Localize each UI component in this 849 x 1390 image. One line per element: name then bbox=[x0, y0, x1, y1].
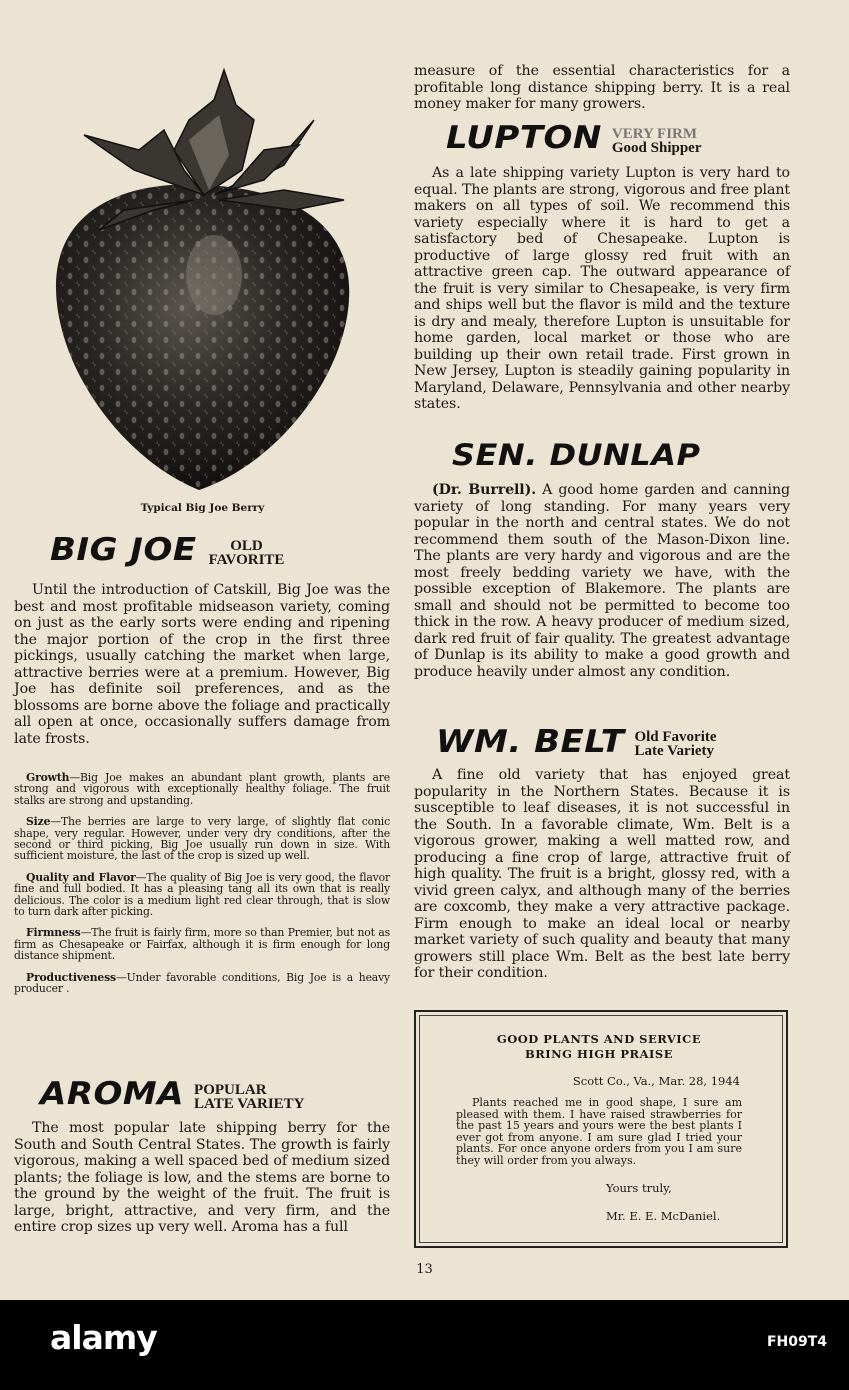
growth-text: —Big Joe makes an abundant plant growth, plants are strong and vigorous with exceptionally healthy foliage. The fruit stalks are strong and upstanding. bbox=[14, 771, 390, 807]
aroma-subtitle bbox=[194, 1083, 304, 1111]
belt-heading bbox=[436, 722, 717, 762]
testimonial-inner bbox=[419, 1015, 783, 1243]
belt-sub2: Late Variety bbox=[634, 743, 715, 759]
lupton-title: LUPTON bbox=[446, 119, 602, 157]
quality-paragraph bbox=[14, 872, 390, 918]
lupton-heading bbox=[446, 118, 702, 158]
productiveness-label: Productiveness bbox=[26, 970, 116, 984]
dunlap-heading bbox=[452, 436, 700, 474]
size-text: —The berries are large to very large, of slightly flat conic shape, very regular. However, under very dry conditions, after the second or third picking, Big Joe usually run down in size. With sufficient moisture, the last of the crop is sized up well. bbox=[14, 815, 390, 863]
aroma-continued-text: measure of the essential characteristics for a profitable long distance shipping berry. It is a real money maker for many growers. bbox=[414, 63, 790, 112]
productiveness-text: —Under favorable conditions, Big Joe is a heavy producer . bbox=[14, 970, 390, 996]
testimonial-signature: Mr. E. E. McDaniel. bbox=[606, 1208, 721, 1223]
firmness-text: —The fruit is fairly firm, more so than Premier, but not as firm as Chesapeake or Fairfax, although it is firm enough for long distance shipment. bbox=[14, 926, 390, 963]
aroma-sub2: LATE VARIETY bbox=[194, 1096, 305, 1112]
firmness-label: Firmness bbox=[26, 926, 81, 940]
belt-title: WM. BELT bbox=[436, 723, 625, 761]
aroma-sub1: POPULAR bbox=[194, 1082, 267, 1098]
lupton-sub1: VERY FIRM bbox=[611, 126, 698, 142]
testimonial-date: Scott Co., Va., Mar. 28, 1944 bbox=[572, 1074, 740, 1088]
strawberry-illustration bbox=[14, 60, 391, 500]
aroma-title: AROMA bbox=[40, 1075, 185, 1113]
lupton-sub2: Good Shipper bbox=[611, 140, 702, 156]
aroma-heading bbox=[40, 1074, 305, 1114]
big-joe-details bbox=[14, 772, 390, 995]
big-joe-heading bbox=[50, 530, 284, 570]
dunlap-lead: (Dr. Burrell). bbox=[432, 482, 537, 498]
aroma-text: The most popular late shipping berry for the South and South Central States. The growth is fairly vigorous, making a well spaced bed of medium sized plants; the foliage is low, and the stems are borne to the ground by the weight of the fruit. The fruit is large, bright, attractive, and very firm, and the entire crop sizes up very well. Aroma has a full bbox=[14, 1120, 390, 1235]
belt-subtitle bbox=[634, 730, 716, 758]
big-joe-title: BIG JOE bbox=[50, 531, 197, 569]
big-joe-sub1: OLD bbox=[230, 538, 263, 554]
testimonial-title-line1: GOOD PLANTS AND SERVICE bbox=[496, 1032, 702, 1046]
dunlap-body: A good home garden and canning variety of long standing. For many years very popular in the north and central states. We do not recommend them south of the Mason-Dixon line. The plants are very hardy and vigorous and are the most freely bedding variety we have, with the possible exception of Blakemore. The plants are small and should not be permitted to become too thick in the row. A heavy producer of medium sized, dark red fruit of fair quality. The greatest advantage of Dunlap is its ability to make a good growth and produce heavily under almost any condition. bbox=[414, 482, 790, 680]
productiveness-paragraph bbox=[14, 972, 390, 995]
belt-text: A fine old variety that has enjoyed great popularity in the Northern States. Because it is susceptible to leaf diseases, it is not successful in the South. In a favorable climate, Wm. Belt is a vigorous grower, making a well matted row, and producing a fine crop of large, attractive fruit of high quality. The fruit is a bright, glossy red, with a vivid green calyx, and although many of the berries are coxcomb, they make a very attractive package. Firm enough to make an ideal local or nearby market variety of such quality and beauty that many growers still place Wm. Belt as the best late berry for their condition. bbox=[414, 767, 790, 981]
big-joe-sub2: FAVORITE bbox=[208, 552, 285, 568]
testimonial-closing: Yours truly, bbox=[606, 1180, 672, 1195]
firmness-paragraph bbox=[14, 927, 390, 961]
big-joe-subtitle bbox=[209, 539, 285, 567]
size-label: Size bbox=[26, 815, 51, 829]
stock-image-id: FH09T4 bbox=[766, 1334, 827, 1350]
testimonial-box bbox=[414, 1010, 788, 1248]
testimonial-body: Plants reached me in good shape, I sure am pleased with them. I have raised strawberries for the past 15 years and yours were the best plants I ever got from anyone. I am sure glad I tried your plants. For once anyone orders from you I am sure they will order from you always. bbox=[456, 1096, 742, 1167]
image-caption: Typical Big Joe Berry bbox=[140, 502, 265, 514]
quality-text: —The quality of Big Joe is very good, the flavor fine and full bodied. It has a pleasing tang all its own that is really delicious. The color is a medium light red clear through, that is slow to turn dark after picking. bbox=[14, 870, 390, 919]
lupton-subtitle bbox=[612, 127, 702, 155]
size-paragraph bbox=[14, 816, 390, 862]
brand-logo: alamy bbox=[50, 1318, 157, 1357]
lupton-text: As a late shipping variety Lupton is very hard to equal. The plants are strong, vigorous and free plant makers on all types of soil. We recommend this variety especially where it is hard to get a satisfactory bed of Chesapeake. Lupton is productive of large glossy red fruit with an attractive green cap. The outward appearance of the fruit is very similar to Chesapeake, is very firm and ships well but the flavor is mild and the texture is dry and mealy, therefore Lupton is unsuitable for home garden, local market or those who are building up their own retail trade. First grown in New Jersey, Lupton is steadily gaining popularity in Maryland, Delaware, Pennsylvania and other nearby states. bbox=[414, 165, 790, 412]
dunlap-text bbox=[414, 482, 790, 680]
big-joe-intro: Until the introduction of Catskill, Big Joe was the best and most profitable midseason variety, coming on just as the early sorts were ending and ripening the major portion of the crop in the first three pickings, usually catching the market when large, attractive berries were at a premium. However, Big Joe has definite soil preferences, and as the blossoms are borne above the foliage and practically all open at once, occasionally suffers damage from late frosts. bbox=[14, 582, 390, 747]
belt-sub1: Old Favorite bbox=[634, 729, 717, 745]
growth-label: Growth bbox=[26, 771, 70, 784]
testimonial-title-line2: BRING HIGH PRAISE bbox=[524, 1047, 673, 1061]
growth-paragraph bbox=[14, 772, 390, 806]
quality-label: Quality and Flavor bbox=[26, 870, 136, 884]
dunlap-title: SEN. DUNLAP bbox=[452, 437, 701, 473]
page-number: 13 bbox=[416, 1262, 433, 1277]
testimonial-title bbox=[456, 1032, 742, 1062]
